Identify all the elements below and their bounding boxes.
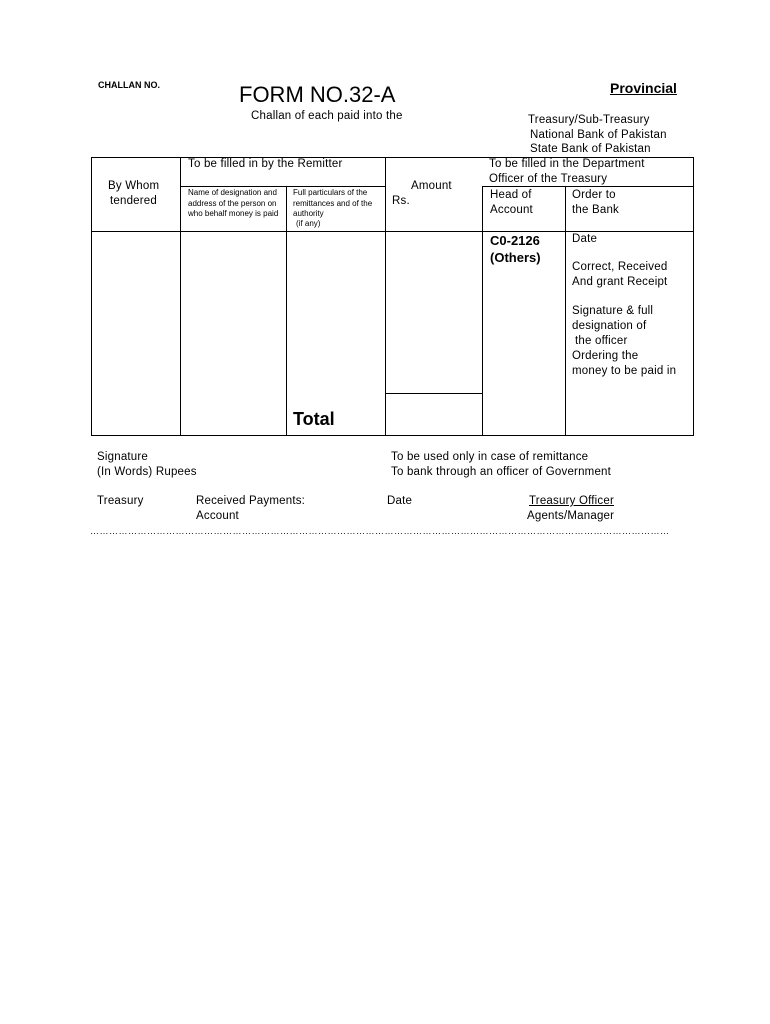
dotted-separator: ………………………………………………………………………………………………………………………………………………………………… [90, 526, 670, 536]
date-footer-label: Date [387, 495, 413, 507]
table-right-border [693, 157, 694, 436]
account-footer-label: Account [196, 510, 239, 522]
dept-header-line1: To be filled in the Department [489, 158, 645, 170]
col-divider-3 [385, 157, 386, 436]
table-bottom-border [91, 435, 694, 436]
date-label: Date [572, 233, 598, 245]
account-label: Account [490, 204, 533, 216]
full-particulars-header: Full particulars of the remittances and of the authority [293, 188, 373, 218]
ordering-the: Ordering the [572, 350, 639, 362]
money-paid-in: money to be paid in [572, 365, 677, 377]
dept-header-divider [482, 186, 694, 187]
treasury-line: Treasury/Sub-Treasury [528, 114, 650, 126]
challan-no-label: CHALLAN NO. [98, 80, 160, 90]
header-bottom-border [91, 231, 694, 232]
table-left-border [91, 157, 92, 436]
to-bank-note: To bank through an officer of Government [391, 466, 612, 478]
tendered-label: tendered [110, 195, 157, 207]
col-divider-5 [565, 186, 566, 436]
sbp-line: State Bank of Pakistan [530, 143, 651, 155]
used-only-note: To be used only in case of remittance [391, 451, 589, 463]
challan-subtitle: Challan of each paid into the [251, 110, 403, 122]
col-divider-4 [482, 186, 483, 436]
the-officer: the officer [575, 335, 628, 347]
dept-header-line2: Officer of the Treasury [489, 173, 608, 185]
amount-label: Amount [411, 180, 452, 192]
agents-manager-label: Agents/Manager [527, 510, 615, 522]
form-title: FORM NO.32-A [239, 82, 396, 107]
if-any-label: (if any) [296, 219, 321, 228]
rs-label: Rs. [392, 195, 410, 207]
remitter-header-divider [180, 186, 385, 187]
signature-label: Signature [97, 451, 149, 463]
total-label: Total [293, 409, 335, 429]
amount-total-divider [385, 393, 483, 394]
col-divider-2 [286, 186, 287, 436]
nbp-line: National Bank of Pakistan [530, 129, 667, 141]
col-divider-1 [180, 157, 181, 436]
account-code: C0-2126 [490, 233, 540, 248]
the-bank-label: the Bank [572, 204, 619, 216]
head-of-label: Head of [490, 189, 532, 201]
correct-received: Correct, Received [572, 261, 668, 273]
treasury-footer-label: Treasury [97, 495, 144, 507]
designation-of: designation of [572, 320, 647, 332]
provincial-label: Provincial [610, 80, 677, 96]
name-designation-header: Name of designation and address of the person on who behalf money is paid [188, 188, 279, 218]
account-others: (Others) [490, 250, 541, 265]
order-to-label: Order to [572, 189, 616, 201]
grant-receipt: And grant Receipt [572, 276, 668, 288]
in-words-rupees: (In Words) Rupees [97, 466, 197, 478]
remitter-header: To be filled in by the Remitter [188, 158, 343, 170]
signature-full: Signature & full [572, 305, 654, 317]
by-whom-label: By Whom [108, 180, 160, 192]
received-payments-label: Received Payments: [196, 495, 306, 507]
treasury-officer-label: Treasury Officer [529, 495, 614, 507]
